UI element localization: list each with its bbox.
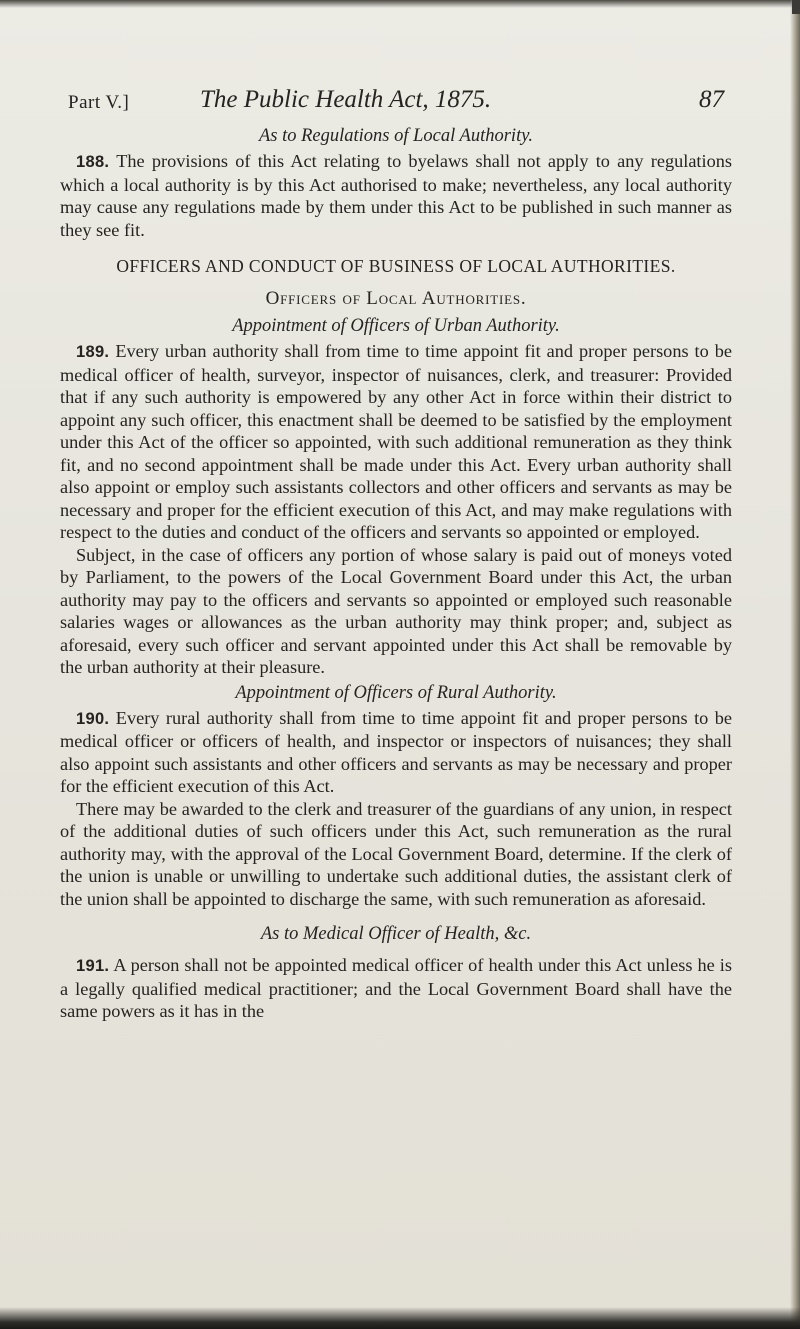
subpart-heading: Officers of Local Authorities. [265,288,527,309]
top-page-shadow [0,0,800,8]
running-head-title: The Public Health Act, 1875. [200,86,492,113]
section-190-text-1: Every rural authority shall from time to time appoint fit and proper persons to be medical officer or officers of health, and inspector or inspectors of nuisances; they shall also appoint such assistants and other officers and servants as may be necessary and proper for the efficient execution of this Act. [60,707,732,796]
section-189-text-1: Every urban authority shall from time to time appoint fit and proper persons to be medical officer of health, surveyor, inspector of nuisances, clerk, and treasurer: Provided that if any such authority is empowered by any other Act in force within their district to appoint any such officer, this enactment shall be deemed to be satisfied by the employment under this Act of the officer so appointed, with such additional remuneration as they think fit, and no second appointment shall be made under this Act. Every urban authority shall also appoint or employ such assistants collectors and other officers and servants as may be necessary and proper for the efficient execution of this Act, and may make regulations with respect to the duties and conduct of the officers and servants so appointed or employed. [60,341,732,542]
section-190-paragraph-1 [60,707,732,798]
section-191-heading: As to Medical Officer of Health, &c. [260,924,532,944]
section-189-text-2: Subject, in the case of officers any portion of whose salary is paid out of moneys voted by Parliament, to the powers of the Local Government Board under this Act, the urban authority may pay to the officers and servants so appointed or employed such reasonable salaries wages or allowances as the urban authority may think proper; and, subject as aforesaid, every such officer and servant appointed under this Act shall be removable by the urban authority at their pleasure. [60,544,732,677]
section-190-heading: Appointment of Officers of Rural Authority. [235,682,557,703]
section-188-text: The provisions of this Act relating to byelaws shall not apply to any regulations which a local authority is by this Act authorised to make; nevertheless, any local authority may cause any regulations made by them under this Act to be published in such manner as they see fit. [60,151,732,240]
section-188-paragraph [60,150,732,241]
section-190-text-2: There may be awarded to the clerk and treasurer of the guardians of any union, in respect of the additional duties of such officers under this Act, such remuneration as the rural authority may, with the approval of the Local Government Board, determine. If the clerk of the union is unable or unwilling to undertake such additional duties, the assistant clerk of the union shall be appointed to discharge the same, with such remuneration as aforesaid. [60,798,732,909]
running-head-part: Part V.] [68,92,130,113]
page-right-edge [790,0,800,1329]
running-head [60,86,732,122]
section-188-number: 188. [76,153,110,171]
section-189-heading: Appointment of Officers of Urban Authority. [232,316,560,336]
section-191-paragraph [60,954,732,1023]
section-189-paragraph-1 [60,340,732,544]
section-189-paragraph-2 [60,544,732,679]
section-190-paragraph-2 [60,798,732,911]
part-heading: OFFICERS AND CONDUCT OF BUSINESS OF LOCAL AUTHORITIES. [116,256,676,276]
section-189-number: 189. [76,343,110,361]
page-content [60,86,732,1023]
section-191-number: 191. [76,957,110,975]
bottom-page-shadow [0,1307,800,1329]
page-number: 87 [699,86,724,113]
page-corner-mark [792,0,800,14]
section-190-number: 190. [76,709,110,728]
section-188-heading: As to Regulations of Local Authority. [258,126,534,146]
section-191-text: A person shall not be appointed medical officer of health under this Act unless he is a legally qualified medical practitioner; and the Local Government Board shall have the same powers as it has in the [60,955,732,1021]
